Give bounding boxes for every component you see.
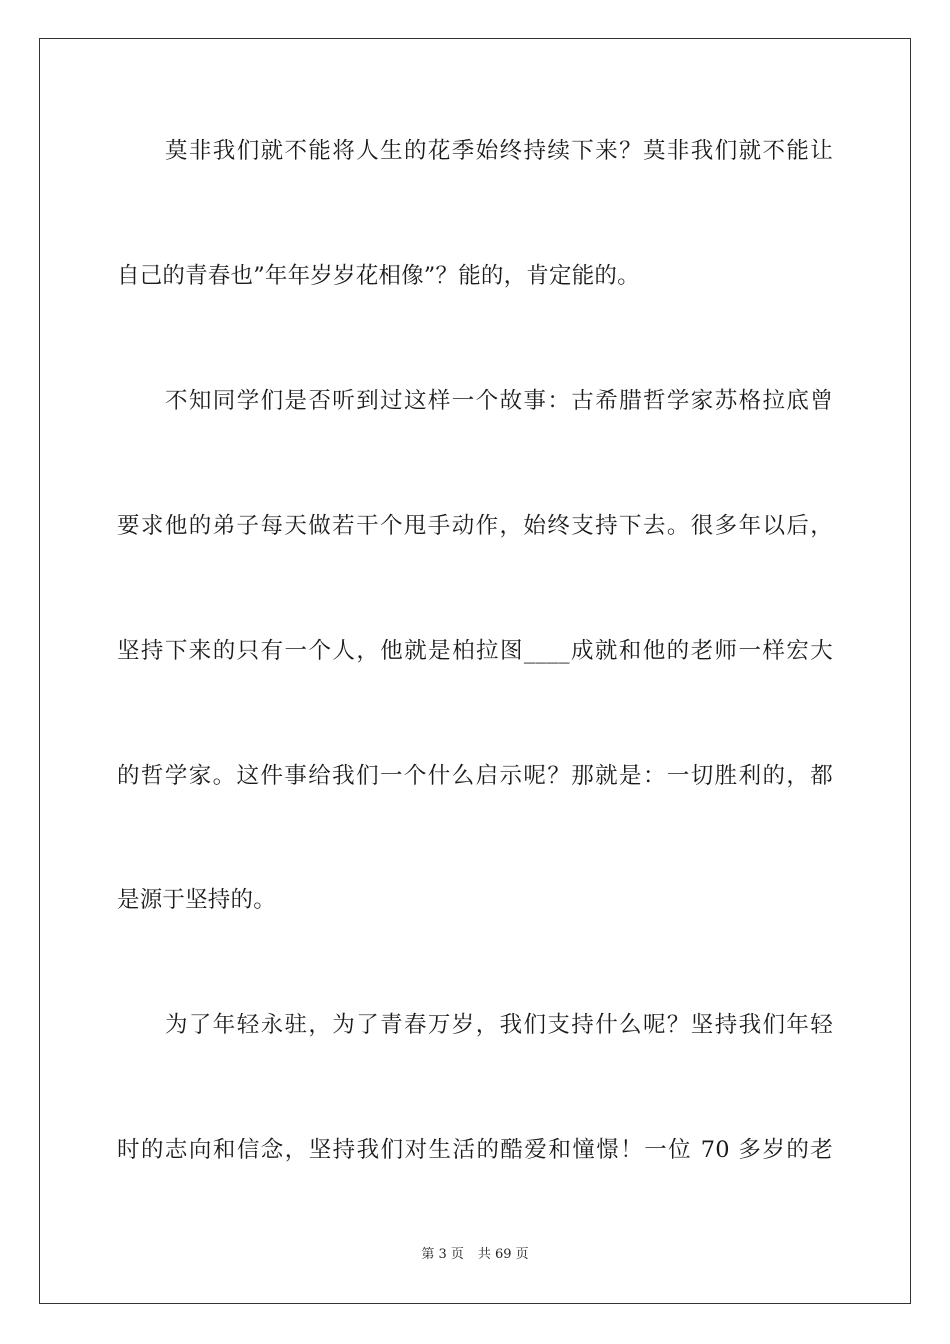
paragraph-2-line-1: 不知同学们是否听到过这样一个故事：古希腊哲学家苏格拉底曾 — [165, 388, 833, 414]
paragraph-2-line-3: 坚持下来的只有一个人，他就是柏拉图____成就和他的老师一样宏大 — [117, 638, 833, 664]
paragraph-3-line-1: 为了年轻永驻，为了青春万岁，我们支持什么呢？坚持我们年轻 — [165, 1012, 833, 1038]
page-number: 第 3 页 — [421, 1247, 464, 1262]
paragraph-1-line-1: 莫非我们就不能将人生的花季始终持续下来？莫非我们就不能让 — [165, 138, 833, 164]
page-footer — [0, 1246, 950, 1264]
paragraph-2-line-5: 是源于坚持的。 — [117, 887, 276, 913]
paragraph-2-line-4: 的哲学家。这件事给我们一个什么启示呢？那就是：一切胜利的，都 — [117, 763, 833, 789]
paragraph-1-line-2: 自己的青春也”年年岁岁花相像”？能的，肯定能的。 — [117, 263, 640, 289]
paragraph-2-line-2: 要求他的弟子每天做若干个甩手动作，始终支持下去。很多年以后， — [117, 513, 833, 539]
total-pages: 共 69 页 — [477, 1247, 529, 1262]
paragraph-3-line-2: 时的志向和信念，坚持我们对生活的酷爱和憧憬！一位 70 多岁的老 — [117, 1137, 833, 1163]
page-border — [39, 38, 911, 1304]
